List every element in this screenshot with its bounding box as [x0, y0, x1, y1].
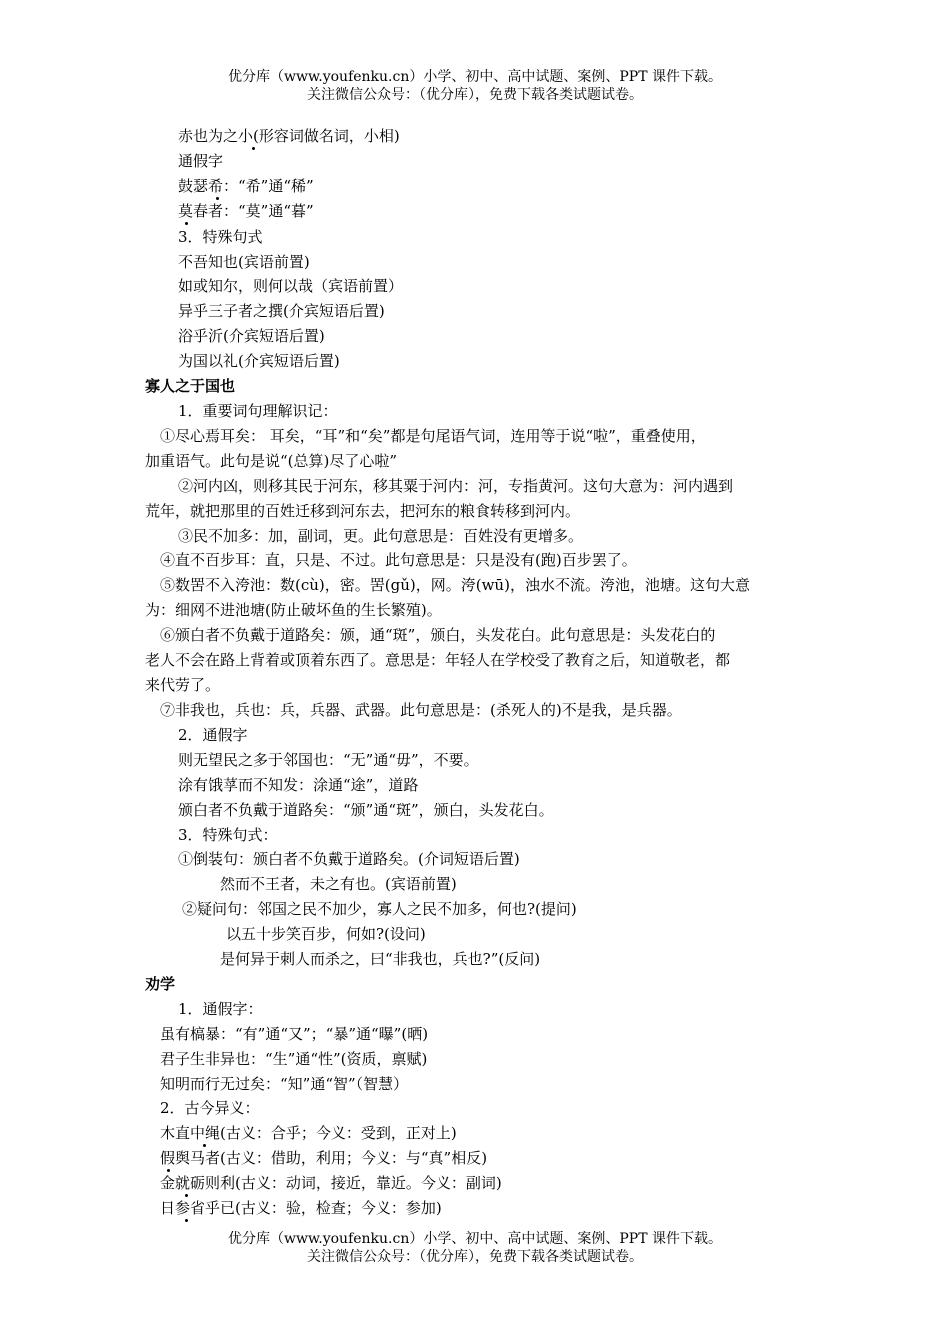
text-line: ②河内凶，则移其民于河东，移其粟于河内：河，专指黄河。这句大意为：河内遇到 — [178, 477, 734, 495]
emphasis-dot — [167, 1169, 170, 1172]
footer-line-1: 优分库（www.youfenku.cn）小学、初中、高中试题、案例、PPT 课件下载。 — [227, 1231, 722, 1247]
text-line: 假舆马者(古义：借助，利用；今义：与“真”相反) — [160, 1149, 488, 1167]
page-header — [0, 68, 950, 104]
text-line: 君子生非异也：“生”通“性”(资质，禀赋) — [160, 1050, 428, 1068]
text-line: ⑤数罟不入洿池：数(cù)，密。罟(gǔ)，网。洿(wū)，浊水不流。洿池，池塘。这句大意 — [160, 576, 750, 594]
header-line-1: 优分库（www.youfenku.cn）小学、初中、高中试题、案例、PPT 课件下载。 — [227, 69, 722, 85]
text-line: 1．重要词句理解识记： — [178, 402, 338, 420]
text-line: ①倒装句：颁白者不负戴于道路矣。(介词短语后置) — [178, 850, 520, 868]
footer-line-2: 关注微信公众号：（优分库），免费下载各类试题试卷。 — [307, 1249, 643, 1265]
header-line-2: 关注微信公众号：（优分库），免费下载各类试题试卷。 — [307, 87, 643, 103]
text-line: 通假字 — [178, 152, 224, 170]
text-line: 加重语气。此句是说“(总算)尽了心啦” — [145, 452, 398, 470]
text-line: 老人不会在路上背着或顶着东西了。意思是：年轻人在学校受了教育之后，知道敬老，都 — [145, 651, 731, 669]
text-line: 1．通假字： — [178, 1000, 263, 1018]
text-line: 荒年，就把那里的百姓迁移到河东去，把河东的粮食转移到河内。 — [145, 502, 581, 520]
text-line: 虽有槁暴：“有”通“又”；“暴”通“曝”(晒) — [160, 1025, 429, 1043]
text-line: 3．特殊句式： — [178, 826, 278, 844]
text-line: ④直不百步耳：直，只是、不过。此句意思是：只是没有(跑)百步罢了。 — [160, 551, 637, 569]
text-line: ①尽心焉耳矣： 耳矣，“耳”和“矣”都是句尾语气词，连用等于说“啦”，重叠使用， — [160, 427, 706, 445]
text-line: 是何异于刺人而杀之，曰“非我也，兵也?”(反问) — [220, 950, 541, 968]
text-line: 为国以礼(介宾短语后置) — [178, 352, 340, 370]
emphasis-dot — [203, 1144, 206, 1147]
emphasis-dot — [252, 147, 255, 150]
text-line: 浴乎沂(介宾短语后置) — [178, 327, 325, 345]
text-line: ②疑问句：邻国之民不加少，寡人之民不加多，何也?(提问) — [182, 900, 577, 918]
text-line: 然而不王者，未之有也。(宾语前置) — [220, 875, 457, 893]
text-line: 鼓瑟希：“希”通“稀” — [178, 177, 314, 195]
text-line: 为：细网不进池塘(防止破坏鱼的生长繁殖)。 — [145, 601, 442, 619]
emphasis-dot — [185, 1194, 188, 1197]
text-line: 木直中绳(古义：合乎；今义：受到，正对上) — [160, 1124, 457, 1142]
text-line: ⑦非我也，兵也：兵，兵器、武器。此句意思是：(杀死人的)不是我，是兵器。 — [160, 701, 682, 719]
text-line: 则无望民之多于邻国也：“无”通“毋”，不要。 — [178, 751, 479, 769]
text-line: 知明而行无过矣：“知”通“智”（智慧） — [160, 1075, 409, 1093]
text-line: 涂有饿莩而不知发：涂通“途”，道路 — [178, 776, 419, 794]
section-title: 寡人之于国也 — [145, 377, 236, 395]
text-line: 异乎三子者之撰(介宾短语后置) — [178, 302, 385, 320]
text-line: 3．特殊句式 — [178, 228, 263, 246]
section-title: 劝学 — [145, 975, 176, 993]
emphasis-dot — [185, 222, 188, 225]
text-line: 以五十步笑百步，何如?(设问) — [226, 925, 426, 943]
text-line: 莫春者：“莫”通“暮” — [178, 202, 314, 220]
text-line: 颁白者不负戴于道路矣：“颁”通“斑”，颁白，头发花白。 — [178, 801, 554, 819]
text-line: 如或知尔，则何以哉（宾语前置） — [178, 277, 404, 295]
text-line: 金就砺则利(古义：动词，接近，靠近。今义：副词) — [160, 1174, 502, 1192]
text-line: 赤也为之小(形容词做名词，小相) — [178, 127, 400, 145]
text-line: 来代劳了。 — [145, 676, 221, 694]
text-line: ⑥颁白者不负戴于道路矣：颁，通“斑”，颁白，头发花白。此句意思是：头发花白的 — [160, 626, 716, 644]
text-line: 不吾知也(宾语前置) — [178, 253, 310, 271]
emphasis-dot — [216, 197, 219, 200]
text-line: 2．通假字 — [178, 726, 248, 744]
text-line: 日参省乎已(古义：验，检查；今义：参加) — [160, 1199, 442, 1217]
emphasis-dot — [185, 1219, 188, 1222]
page-footer — [0, 1230, 950, 1266]
text-line: ③民不加多：加，副词，更。此句意思是：百姓没有更增多。 — [178, 527, 584, 545]
text-line: 2．古今异义： — [160, 1099, 260, 1117]
